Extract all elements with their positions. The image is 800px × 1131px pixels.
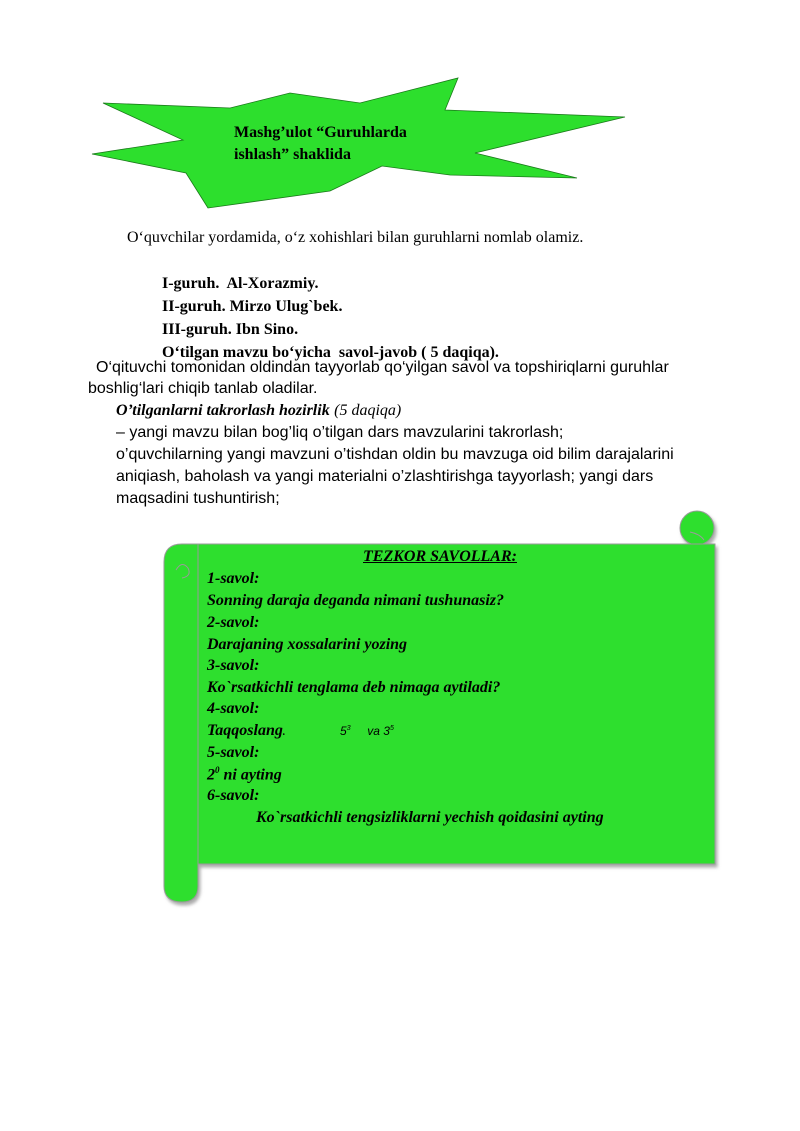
cmp-base-2: 3	[383, 724, 390, 738]
teacher-paragraph-line-2: boshlig‘lari chiqib tanlab oladilar.	[88, 380, 318, 397]
review-title: O’tilganlarni takrorlash hozirlik	[116, 402, 330, 419]
q3-text: Ko`rsatkichli tenglama deb nimaga aytiladi?	[207, 679, 501, 696]
review-line-1: – yangi mavzu bilan bog’liq o’tilgan dars mavzularini takrorlash;	[116, 424, 564, 441]
q2-text: Darajaning xossalarini yozing	[207, 636, 408, 653]
qa-heading: O‘tilgan mavzu bo‘yicha savol-javob ( 5 daqiqa).	[162, 344, 499, 361]
q5-label: 5-savol:	[207, 744, 260, 761]
q4-text	[207, 722, 285, 740]
quick-questions-title: TEZKOR SAVOLLAR:	[363, 548, 517, 565]
cmp-exp-1: 3	[346, 725, 351, 732]
q1-text: Sonning daraja deganda nimani tushunasiz?	[207, 592, 505, 609]
cmp-exp-2: 5	[389, 725, 394, 732]
q2-label: 2-savol:	[207, 614, 260, 631]
review-line-3: aniqiash, baholash va yangi materialni o’zlashtirishga tayyorlash; yangi dars	[116, 468, 654, 485]
q6-text: Ko`rsatkichli tengsizliklarni yechish qoidasini ayting	[256, 809, 604, 826]
starburst-line-1: Mashg’ulot “Guruhlarda	[234, 124, 407, 141]
q4-comparison	[340, 724, 394, 738]
group-3: III-guruh. Ibn Sino.	[162, 321, 299, 338]
group-1: I-guruh. Al-Xorazmiy.	[162, 275, 319, 292]
q4-text-main: Taqqoslang	[207, 722, 283, 739]
teacher-paragraph-line-1: O‘qituvchi tomonidan oldindan tayyorlab qo‘yilgan savol va topshiriqlarni guruhlar	[96, 359, 669, 376]
q4-punct: .	[282, 727, 286, 738]
q5-text	[207, 765, 282, 784]
review-line-4: maqsadini tushuntirish;	[116, 490, 280, 507]
q5-base: 2	[207, 766, 215, 784]
cmp-va: va	[367, 724, 380, 738]
starburst-line-2: ishlash” shaklida	[234, 146, 351, 163]
review-time: (5 daqiqa)	[334, 402, 402, 419]
review-line-2: o’quvchilarning yangi mavzuni o’tishdan oldin bu mavzuga oid bilim darajalarini	[116, 446, 674, 463]
q5-rest: ni ayting	[219, 766, 282, 784]
q5-exp: 0	[215, 765, 220, 775]
q4-label: 4-savol:	[207, 700, 260, 717]
q1-label: 1-savol:	[207, 570, 260, 587]
q3-label: 3-savol:	[207, 657, 260, 674]
q6-label: 6-savol:	[207, 787, 260, 804]
group-2: II-guruh. Mirzo Ulug`bek.	[162, 298, 343, 315]
cmp-base-1: 5	[340, 724, 347, 738]
intro-text: O‘quvchilar yordamida, o‘z xohishlari bilan guruhlarni nomlab olamiz.	[127, 229, 584, 246]
